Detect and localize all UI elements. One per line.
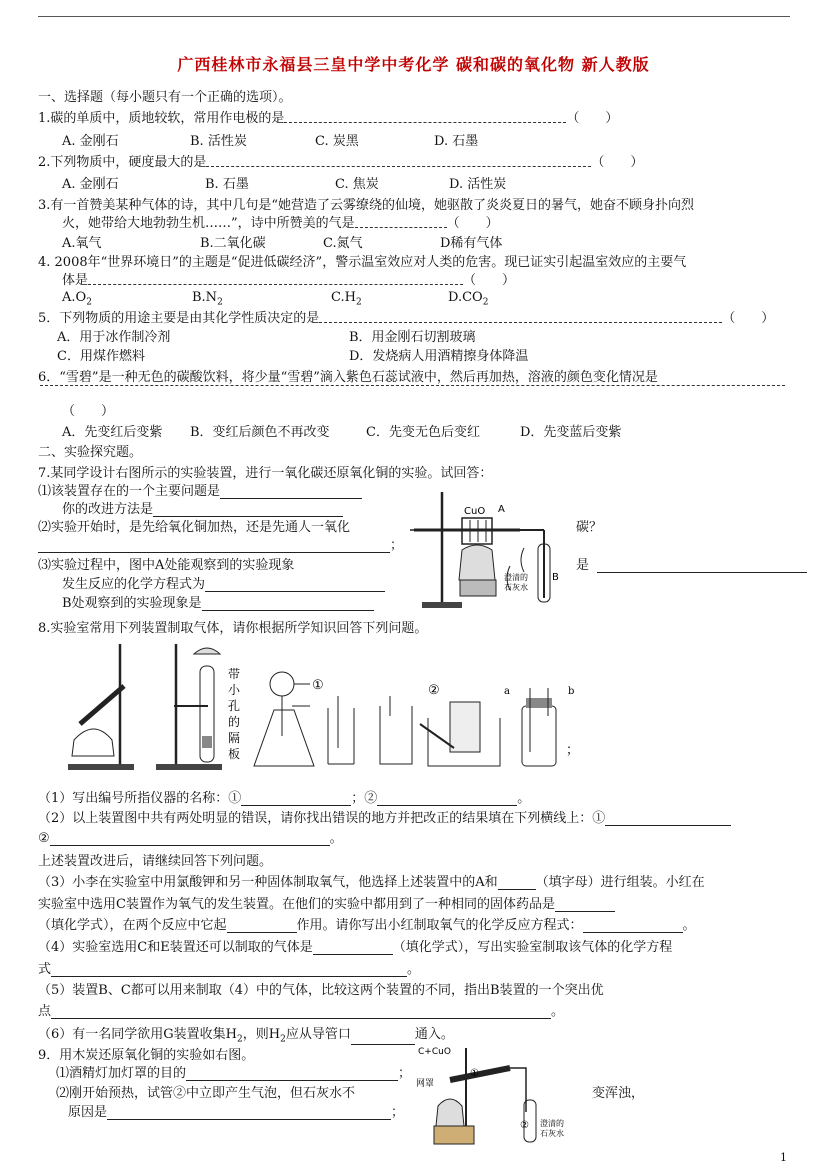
- q1-option-b: B. 活性炭: [190, 134, 247, 149]
- answer-blank[interactable]: [51, 963, 407, 977]
- svg-text:网罩: 网罩: [416, 1079, 435, 1089]
- q8-part-1: （1）写出编号所指仪器的名称：① ；② 。: [38, 791, 531, 806]
- q8-part-3c: （填化学式），在两个反应中它起 作用。请你写出小红制取氧气的化学反应方程式： 。: [38, 918, 696, 933]
- q6-option-a: A．先变红后变紫: [62, 425, 163, 440]
- header-rule: [38, 16, 790, 17]
- svg-text:孔: 孔: [228, 699, 241, 713]
- q8-part-5b: 点 。: [38, 1004, 565, 1019]
- answer-blank[interactable]: [377, 792, 517, 806]
- question-5-stem: 5．下列物质的用途主要是由其化学性质决定的是: [38, 311, 320, 326]
- q2-option-b: B. 石墨: [205, 177, 249, 192]
- q5-option-c: C．用煤作燃料: [57, 349, 145, 364]
- q7-part-3c: B处观察到的实验现象是: [62, 592, 374, 611]
- q4-option-c: $C.H_2$: [331, 290, 362, 308]
- question-1: [38, 107, 618, 126]
- q6-option-d: D．先变蓝后变紫: [520, 425, 622, 440]
- q4-option-d: $D.CO_2$: [448, 290, 489, 308]
- answer-blank[interactable]: [313, 941, 393, 955]
- dash-line: [206, 158, 591, 167]
- q3-option-a: A.氧气: [62, 236, 102, 251]
- answer-blank[interactable]: [51, 1005, 551, 1019]
- answer-blank[interactable]: [38, 539, 390, 553]
- q1-option-c: C. 炭黑: [315, 134, 359, 149]
- q6-option-c: C．先变无色后变红: [366, 425, 480, 440]
- answer-blank[interactable]: [227, 919, 297, 933]
- svg-text:b: b: [568, 686, 575, 697]
- q7-part-3-tail: 是: [576, 554, 807, 573]
- figure-label-limewater-1: 澄清的: [504, 573, 528, 582]
- svg-text:小: 小: [228, 683, 241, 697]
- answer-paren: （ ）: [591, 155, 644, 170]
- q3-option-d: D稀有气体: [440, 236, 503, 251]
- q8-part-5a: （5）装置B、C都可以用来制取（4）中的气体，比较这两个装置的不同，指出B装置的一个突出优: [38, 983, 604, 998]
- question-3-stem: 火，她带给大地勃勃生机……”，诗中所赞美的气是: [62, 216, 355, 231]
- q7-part-2-tail: 碳？: [576, 520, 603, 535]
- answer-blank[interactable]: [351, 1031, 415, 1045]
- question-4-line-1: 4. 2008年“世界环境日”的主题是“促进低碳经济”，警示温室效应对人类的危害。现已证实引起温室效应的主要气: [38, 255, 687, 270]
- answer-blank[interactable]: [186, 1067, 398, 1081]
- question-6-line-1: 6．“雪碧”是一种无色的碳酸饮料，将少量“雪碧”滴入紫色石蕊试液中，然后再加热，溶液的颜色变化情况是: [38, 370, 658, 385]
- question-5: [38, 307, 774, 326]
- q2-option-d: D. 活性炭: [449, 177, 507, 192]
- question-3-line-2: [62, 212, 499, 231]
- svg-text:板: 板: [228, 747, 241, 761]
- answer-paren: （ ）: [566, 111, 619, 126]
- answer-paren: （ ）: [722, 311, 775, 326]
- q3-option-c: C.氮气: [323, 236, 363, 251]
- answer-blank[interactable]: [498, 876, 536, 890]
- svg-text:①: ①: [312, 678, 324, 693]
- carbon-reduction-apparatus-figure: [414, 1042, 584, 1148]
- dash-line: [40, 385, 785, 386]
- page-title: 广西桂林市永福县三皇中学中考化学 碳和碳的氧化物 新人教版: [177, 55, 650, 74]
- q5-option-d: D．发烧病人用酒精擦身体降温: [349, 349, 529, 364]
- dash-line: [319, 314, 722, 323]
- section-2-heading: 二、实验探究题。: [38, 445, 143, 460]
- answer-paren: （ ）: [62, 404, 115, 419]
- q2-option-a: A. 金刚石: [62, 177, 119, 192]
- dash-line: [88, 276, 463, 285]
- q5-option-a: A．用于冰作制冷剂: [57, 330, 171, 345]
- svg-text:①: ①: [470, 1068, 479, 1079]
- question-3-line-1: 3.有一首赞美某种气体的诗，其中几句是“她营造了云雾缭绕的仙境，她驱散了炎炎夏日的暑气，她奋不顾身扑向烈: [38, 198, 695, 213]
- q6-option-b: B．变红后颜色不再改变: [190, 425, 330, 440]
- answer-blank[interactable]: [50, 832, 330, 846]
- figure-label-a: A: [498, 504, 505, 515]
- page-number: 1: [780, 1151, 787, 1164]
- q9-part-2b: 原因是 ；: [68, 1105, 405, 1120]
- q4-option-a: $A.O_2$: [62, 290, 92, 308]
- q1-option-a: A. 金刚石: [62, 134, 119, 149]
- q8-part-6: （6）有一名同学欲用G装置收集$H_2$，则$H_2$应从导管口 通入。: [38, 1027, 454, 1045]
- svg-text:石灰水: 石灰水: [540, 1129, 564, 1138]
- answer-blank[interactable]: [583, 919, 683, 933]
- question-9-stem: 9．用木炭还原氧化铜的实验如右图。: [38, 1048, 255, 1063]
- figure-label-cuo: CuO: [464, 506, 486, 517]
- q8-part-4a: （4）实验室选用C和E装置还可以制取的气体是 （填化学式），写出实验室制取该气体的化学方程: [38, 940, 673, 955]
- q8-part-2: （2）以上装置图中共有两处明显的错误，请你找出错误的地方并把改正的结果填在下列横线上：①: [38, 807, 731, 826]
- answer-blank[interactable]: [202, 597, 374, 611]
- q3-option-b: B.二氧化碳: [200, 236, 266, 251]
- answer-paren: （ ）: [463, 273, 516, 288]
- answer-blank[interactable]: [605, 812, 731, 826]
- q7-part-3b: 发生反应的化学方程式为: [62, 573, 385, 592]
- q7-part-1: ⑴该装置存在的一个主要问题是: [38, 480, 362, 499]
- svg-text:隔: 隔: [228, 731, 241, 745]
- q8-part-3a: （3）小李在实验室中用氯酸钾和另一种固体制取氧气，他选择上述装置中的A和 （填字母）进行组装。小红在: [38, 875, 705, 890]
- dash-line: [284, 114, 566, 123]
- q5-option-b: B．用金刚石切割玻璃: [349, 330, 476, 345]
- q8-part-2b: ② 。: [38, 831, 343, 846]
- q9-part-1: ⑴酒精灯加灯罩的目的 ；: [56, 1066, 412, 1081]
- figure-label-limewater-2: 石灰水: [504, 583, 528, 592]
- q1-option-d: D. 石墨: [434, 134, 479, 149]
- co-reduction-apparatus-figure: [400, 488, 580, 612]
- q9-part-2: ⑵刚开始预热，试管②中立即产生气泡，但石灰水不: [56, 1086, 356, 1101]
- question-1-stem: 1.碳的单质中，质地较软，常用作电极的是: [38, 111, 285, 126]
- q9-part-2-tail: 变浑浊，: [592, 1086, 645, 1101]
- gas-apparatus-figure: [60, 636, 600, 778]
- question-4-line-2: [62, 269, 515, 288]
- answer-blank[interactable]: [107, 1106, 391, 1120]
- q7-part-2-answer: ；: [38, 534, 403, 553]
- svg-text:②: ②: [520, 1120, 529, 1131]
- answer-blank[interactable]: [220, 485, 362, 499]
- question-4-stem: 体是: [62, 273, 89, 288]
- answer-blank[interactable]: [241, 792, 351, 806]
- q7-part-3: ⑶实验过程中，图中A处能观察到的实验现象: [38, 558, 295, 573]
- svg-text:；: ；: [566, 743, 580, 758]
- svg-text:带: 带: [228, 667, 241, 681]
- answer-blank[interactable]: [205, 578, 385, 592]
- q7-part-2: ⑵实验开始时，是先给氧化铜加热，还是先通人一氧化: [38, 520, 351, 535]
- q4-option-b: $B.N_2$: [192, 290, 223, 308]
- question-2: [38, 151, 643, 170]
- answer-blank[interactable]: [555, 898, 615, 912]
- svg-text:澄清的: 澄清的: [540, 1119, 564, 1128]
- svg-text:a: a: [504, 686, 510, 697]
- question-7-stem: 7.某同学设计右图所示的实验装置，进行一氧化碳还原氧化铜的实验。试回答：: [38, 466, 493, 481]
- svg-text:的: 的: [228, 715, 241, 729]
- question-8-stem: 8.实验室常用下列装置制取气体，请你根据所学知识回答下列问题。: [38, 621, 428, 636]
- question-2-stem: 2.下列物质中，硬度最大的是: [38, 155, 207, 170]
- section-1-heading: 一、选择题（每小题只有一个正确的选项）。: [38, 90, 292, 105]
- q8-part-3b: 实验室中选用C装置作为氧气的发生装置。在他们的实验中都用到了一种相同的固体药品是: [38, 893, 615, 912]
- answer-blank[interactable]: [153, 503, 343, 517]
- q8-part-4b: 式 。: [38, 962, 421, 977]
- q2-option-c: C. 焦炭: [335, 177, 379, 192]
- answer-paren: （ ）: [446, 216, 499, 231]
- answer-blank[interactable]: [597, 559, 807, 573]
- figure-label-b: B: [552, 572, 559, 583]
- q7-part-1b: 你的改进方法是: [62, 498, 343, 517]
- svg-text:②: ②: [428, 683, 440, 698]
- q8-part-2c: 上述装置改进后，请继续回答下列问题。: [38, 854, 273, 869]
- dash-line: [355, 219, 447, 228]
- svg-text:C+CuO: C+CuO: [418, 1047, 451, 1057]
